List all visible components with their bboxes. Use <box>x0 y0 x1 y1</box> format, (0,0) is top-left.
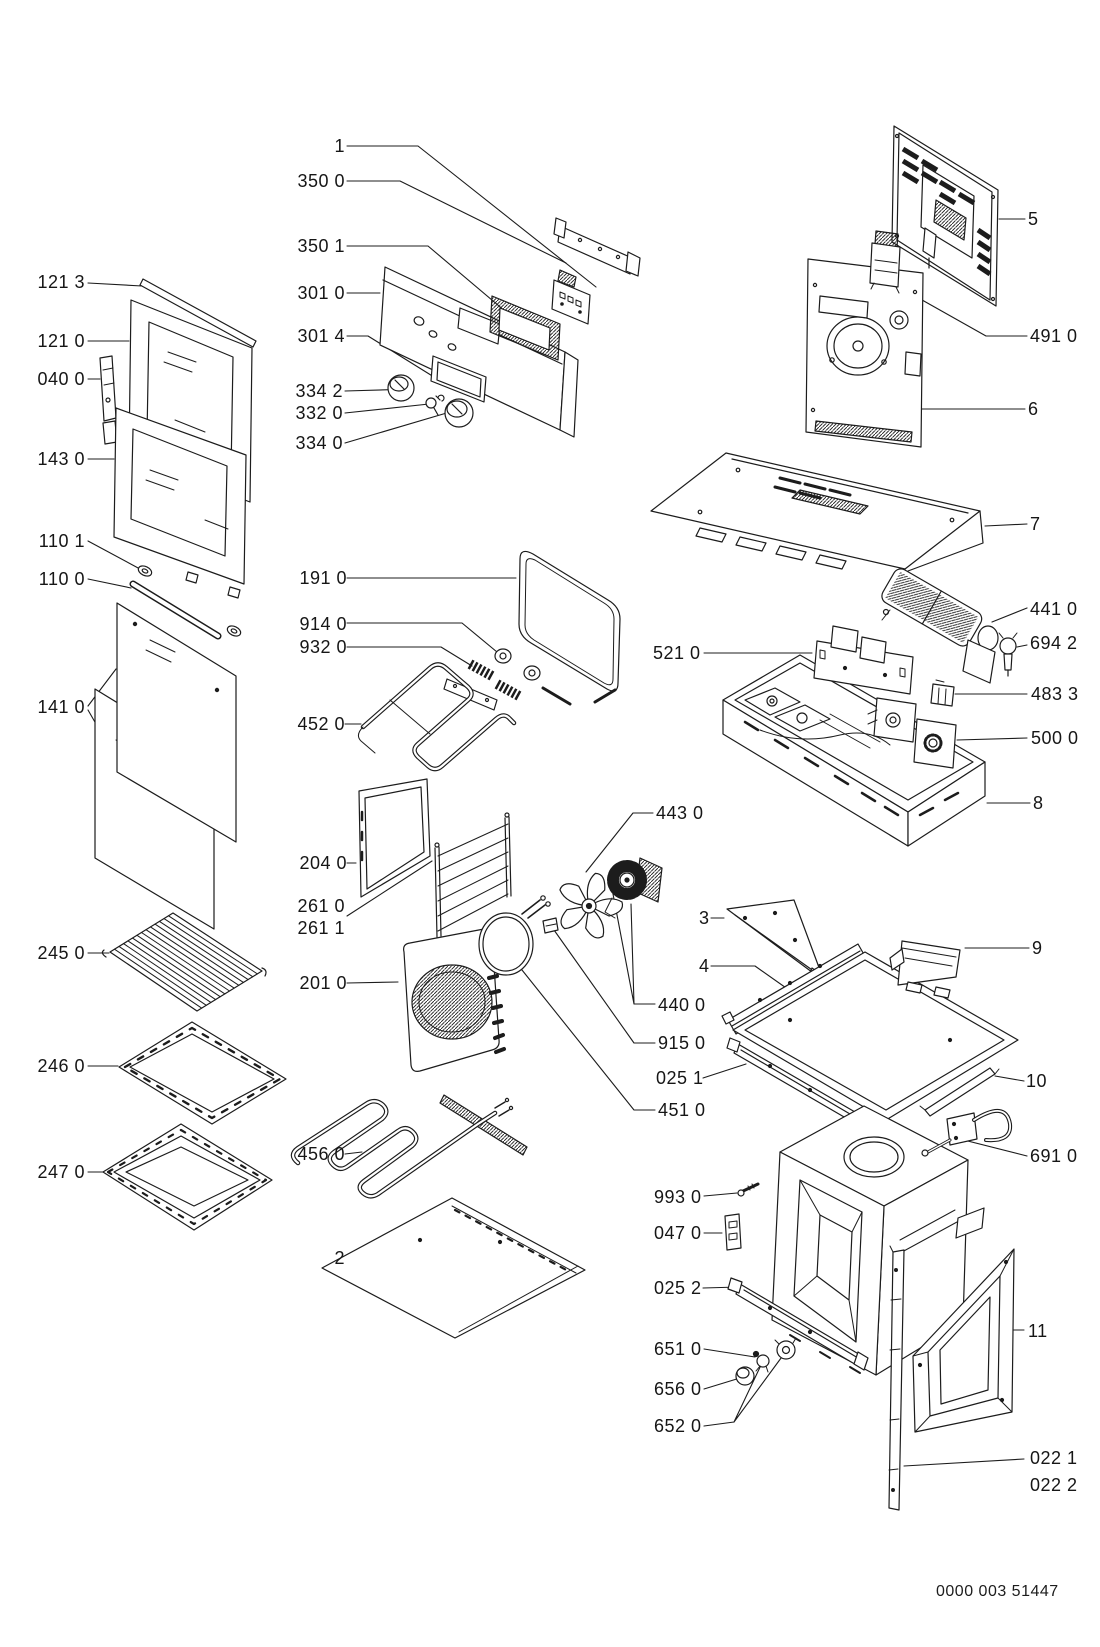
leader-993-0 <box>704 1193 737 1196</box>
latch-plate-047-0 <box>725 1214 741 1250</box>
part-label-201-0: 201 0 <box>299 973 347 993</box>
part-label-261-1: 261 1 <box>297 918 345 938</box>
leader-025-1 <box>703 1064 746 1078</box>
leader-456-0 <box>345 1152 362 1154</box>
grill-element-452-0 <box>358 665 514 770</box>
leader-110-1 <box>88 541 140 569</box>
part-label-691-0: 691 0 <box>1030 1146 1078 1166</box>
part-label-8: 8 <box>1033 793 1044 813</box>
door-gasket-191-0 <box>519 551 620 704</box>
screw-993-0 <box>738 1184 758 1196</box>
switch-block-483-3 <box>931 680 954 706</box>
baking-tray-246-0 <box>119 1022 286 1124</box>
leader-914-0 <box>347 623 497 652</box>
part-label-656-0: 656 0 <box>654 1379 702 1399</box>
leader-932-0 <box>347 647 472 666</box>
part-label-932-0: 932 0 <box>299 637 347 657</box>
part-label-451-0: 451 0 <box>658 1100 706 1120</box>
part-label-025-2: 025 2 <box>654 1278 702 1298</box>
part-label-2: 2 <box>334 1248 345 1268</box>
leader-022 <box>904 1459 1024 1466</box>
part-label-441-0: 441 0 <box>1030 599 1078 619</box>
leader-656-0 <box>704 1378 740 1389</box>
leader-451-0 <box>522 970 655 1110</box>
part-label-456-0: 456 0 <box>297 1144 345 1164</box>
leader-201-0 <box>347 982 398 983</box>
part-label-047-0: 047 0 <box>654 1223 702 1243</box>
transformer-module-491-0 <box>870 231 900 293</box>
part-label-694-2: 694 2 <box>1030 633 1078 653</box>
leader-651-0 <box>704 1349 755 1357</box>
part-label-301-4: 301 4 <box>297 326 345 346</box>
inner-back-panel-6 <box>806 259 923 447</box>
control-knob-334-2 <box>388 375 414 401</box>
part-label-022-1: 022 1 <box>1030 1448 1078 1468</box>
leader-7 <box>985 524 1027 526</box>
part-label-261-0: 261 0 <box>297 896 345 916</box>
part-label-143-0: 143 0 <box>37 449 85 469</box>
part-label-915-0: 915 0 <box>658 1033 706 1053</box>
document-code: 0000 003 51447 <box>936 1583 1059 1600</box>
top-cover-7 <box>651 453 983 571</box>
control-knob-334-0 <box>445 399 473 427</box>
part-label-651-0: 651 0 <box>654 1339 702 1359</box>
part-label-483-3: 483 3 <box>1031 684 1079 704</box>
part-label-452-0: 452 0 <box>297 714 345 734</box>
part-label-350-0: 350 0 <box>297 171 345 191</box>
leader-10 <box>995 1076 1024 1081</box>
part-label-7: 7 <box>1030 514 1041 534</box>
part-label-9: 9 <box>1032 938 1043 958</box>
part-label-121-0: 121 0 <box>37 331 85 351</box>
base-panel <box>733 952 1018 1120</box>
part-label-4: 4 <box>699 956 710 976</box>
leader-652-0 <box>704 1354 784 1426</box>
leader-332-0 <box>345 404 429 413</box>
part-label-652-0: 652 0 <box>654 1416 702 1436</box>
part-label-332-0: 332 0 <box>295 403 343 423</box>
part-label-301-0: 301 0 <box>297 283 345 303</box>
part-label-110-0: 110 0 <box>38 569 85 589</box>
thermostat-sensor-915-0 <box>543 918 558 933</box>
lamp-bulb-694-2 <box>999 633 1017 676</box>
part-label-491-0: 491 0 <box>1030 326 1078 346</box>
leader-350-0 <box>347 181 566 263</box>
part-label-521-0: 521 0 <box>653 643 701 663</box>
part-label-6: 6 <box>1028 399 1039 419</box>
part-label-040-0: 040 0 <box>37 369 85 389</box>
part-label-141-0: 141 0 <box>37 697 85 717</box>
part-label-993-0: 993 0 <box>654 1187 702 1207</box>
part-label-245-0: 245 0 <box>37 943 85 963</box>
leader-110-0 <box>88 579 131 588</box>
leader-121-3 <box>88 283 142 286</box>
nuts-914-0 <box>495 649 540 680</box>
part-label-110-1: 110 1 <box>38 531 85 551</box>
part-label-3: 3 <box>699 908 710 928</box>
bottom-shelf-2 <box>322 1198 585 1338</box>
leader-441-0 <box>992 608 1027 622</box>
part-label-11: 11 <box>1028 1321 1048 1341</box>
part-label-500-0: 500 0 <box>1031 728 1079 748</box>
defrost-element-691-0 <box>922 1111 1010 1156</box>
mounting-bracket-350-0 <box>554 218 640 276</box>
part-label-191-0: 191 0 <box>299 568 347 588</box>
part-label-025-1: 025 1 <box>656 1068 704 1088</box>
part-label-350-1: 350 1 <box>297 236 345 256</box>
part-label-334-0: 334 0 <box>295 433 343 453</box>
part-label-440-0: 440 0 <box>658 995 706 1015</box>
part-label-5: 5 <box>1028 209 1039 229</box>
leader-500-0 <box>957 738 1027 740</box>
part-label-204-0: 204 0 <box>299 853 347 873</box>
part-label-246-0: 246 0 <box>37 1056 85 1076</box>
part-label-1: 1 <box>334 136 345 156</box>
door-glass-panels-141-0 <box>95 603 236 929</box>
lamp-switch-332-0 <box>426 395 444 415</box>
ring-element-451-0 <box>479 896 550 975</box>
part-label-022-2: 022 2 <box>1030 1475 1078 1495</box>
part-label-914-0: 914 0 <box>299 614 347 634</box>
leader-915-0 <box>554 930 655 1043</box>
part-label-443-0: 443 0 <box>656 803 704 823</box>
door-hinge-040-0 <box>100 356 117 444</box>
part-label-121-3: 121 3 <box>37 272 85 292</box>
leader-694-2 <box>1017 645 1027 647</box>
wire-shelf-245-0 <box>102 913 266 1011</box>
side-panel-204-0 <box>359 779 430 897</box>
leader-334-0 <box>345 412 450 443</box>
part-label-10: 10 <box>1026 1071 1048 1091</box>
part-label-334-2: 334 2 <box>295 381 343 401</box>
deep-tray-247-0 <box>103 1124 272 1230</box>
part-label-247-0: 247 0 <box>37 1162 85 1182</box>
